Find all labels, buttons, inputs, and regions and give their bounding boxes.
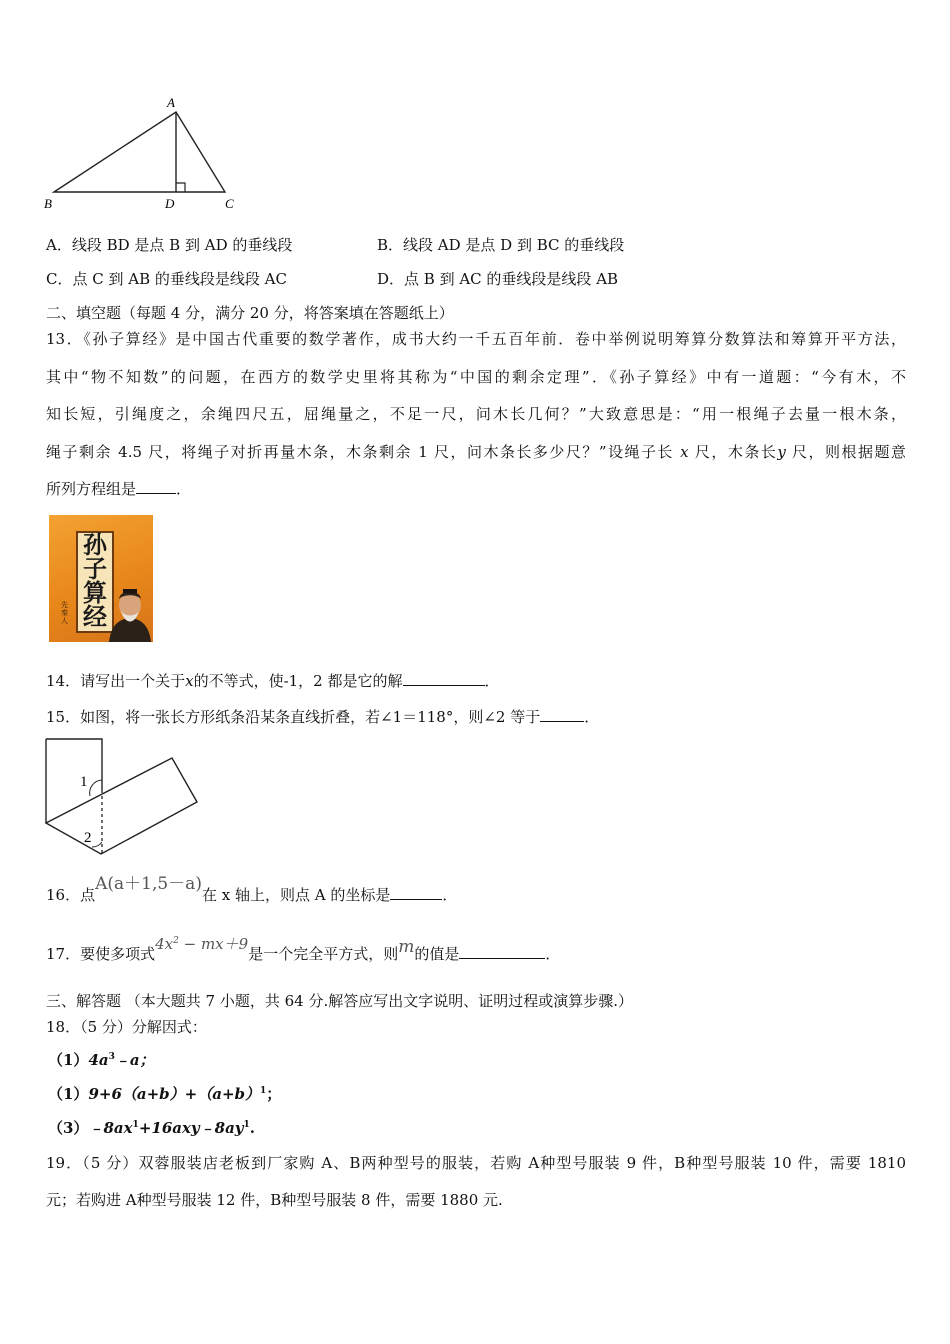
section2-heading: 二、填空题（每题 4 分，满分 20 分，将答案填在答题纸上） bbox=[46, 304, 454, 322]
angle-1-arc bbox=[90, 780, 102, 796]
answer-blank-14[interactable] bbox=[403, 671, 485, 686]
book-signature: 先秦人 bbox=[61, 601, 68, 625]
q13-line-2: 其中“物不知数”的问题，在西方的数学史里将其称为“中国的剩余定理”．《孙子算经》中有一道题：“今有木，不 bbox=[46, 367, 906, 386]
q13-line-4: 绳子剩余 4.5 尺，将绳子对折再量木条，木条剩余 1 尺，问木条长多少尺？”设绳子长 x 尺，木条长y 尺，则根据题意 bbox=[46, 442, 906, 461]
sunzi-book-cover bbox=[49, 515, 153, 642]
q13-line-1: 13．《孙子算经》是中国古代重要的数学著作，成书大约一千五百年前．卷中举例说明筹算分数算法和筹算开平方法， bbox=[46, 330, 906, 348]
question-14: 14．请写出一个关于x的不等式，使-1，2 都是它的解 ． bbox=[46, 672, 500, 690]
angle-2-label: 2 bbox=[84, 830, 92, 846]
sage-portrait bbox=[107, 581, 153, 642]
label-a: A bbox=[167, 95, 175, 110]
option-b: B．线段 AD 是点 D 到 BC 的垂线段 bbox=[377, 236, 625, 254]
angle-2-arc bbox=[92, 842, 102, 847]
option-a: A．线段 BD 是点 B 到 AD 的垂线段 bbox=[46, 236, 293, 254]
q18-part-2: $(1)9+6(a+b)+(a+b)^1$； bbox=[48, 1085, 282, 1103]
label-b: B bbox=[44, 196, 52, 211]
folded-strip-figure bbox=[40, 734, 205, 858]
triangle-figure bbox=[40, 92, 250, 214]
label-c: C bbox=[225, 196, 234, 211]
formula-m: m bbox=[398, 937, 415, 957]
folded-part bbox=[46, 758, 197, 854]
answer-blank-13[interactable] bbox=[136, 479, 176, 494]
answer-blank-15[interactable] bbox=[540, 707, 584, 722]
formula-polynomial: $4x^2 - mx+9$ bbox=[155, 935, 249, 953]
q18-part-1: $(1)4a^3﹣a$； bbox=[48, 1051, 155, 1069]
strip-outline bbox=[46, 739, 102, 790]
q18-title: 18．（5 分）分解因式： bbox=[46, 1018, 207, 1036]
option-c: C．点 C 到 AB 的垂线段是线段 AC bbox=[46, 270, 287, 288]
answer-blank-16[interactable] bbox=[390, 885, 442, 900]
q19-line-1: 19．（5 分）双蓉服装店老板到厂家购 A、B两种型号的服装，若购 A种型号服装 9 件，B种型号服装 10 件，需要 1810 bbox=[46, 1154, 906, 1172]
book-title: 孙 子 算 经 bbox=[76, 531, 114, 633]
q18-part-3: $(3)﹣8ax^1+16axy﹣8ay^1$. bbox=[48, 1119, 256, 1137]
q13-line-5: 所列方程组是 ． bbox=[46, 480, 192, 498]
q13-line-3: 知长短，引绳度之，余绳四尺五，屈绳量之，不足一尺，问木长几何？”大致意思是：“用一根绳子去量一根木条， bbox=[46, 405, 906, 423]
option-d: D．点 B 到 AC 的垂线段是线段 AB bbox=[377, 270, 619, 288]
right-angle-mark bbox=[176, 183, 185, 192]
answer-blank-17[interactable] bbox=[459, 944, 545, 959]
formula-point-a: A(a＋1,5－a) bbox=[95, 874, 202, 894]
triangle-abc bbox=[54, 112, 225, 192]
question-15: 15．如图，将一张长方形纸条沿某条直线折叠，若∠1＝118°，则∠2 等于 ． bbox=[46, 708, 600, 726]
question-13 bbox=[46, 321, 906, 509]
question-16: 16．点A(a＋1,5－a)在 x 轴上，则点 A 的坐标是 ． bbox=[46, 874, 458, 904]
q19-line-2: 元；若购进 A种型号服装 12 件，B种型号服装 8 件，需要 1880 元. bbox=[46, 1191, 503, 1209]
angle-1-label: 1 bbox=[80, 774, 88, 790]
label-d: D bbox=[165, 196, 175, 211]
section3-heading: 三、解答题 （本大题共 7 小题，共 64 分.解答应写出文字说明、证明过程或演算步骤.） bbox=[46, 992, 634, 1010]
question-17: 17．要使多项式$4x^2 - mx+9$是一个完全平方式，则m的值是 ． bbox=[46, 935, 561, 963]
